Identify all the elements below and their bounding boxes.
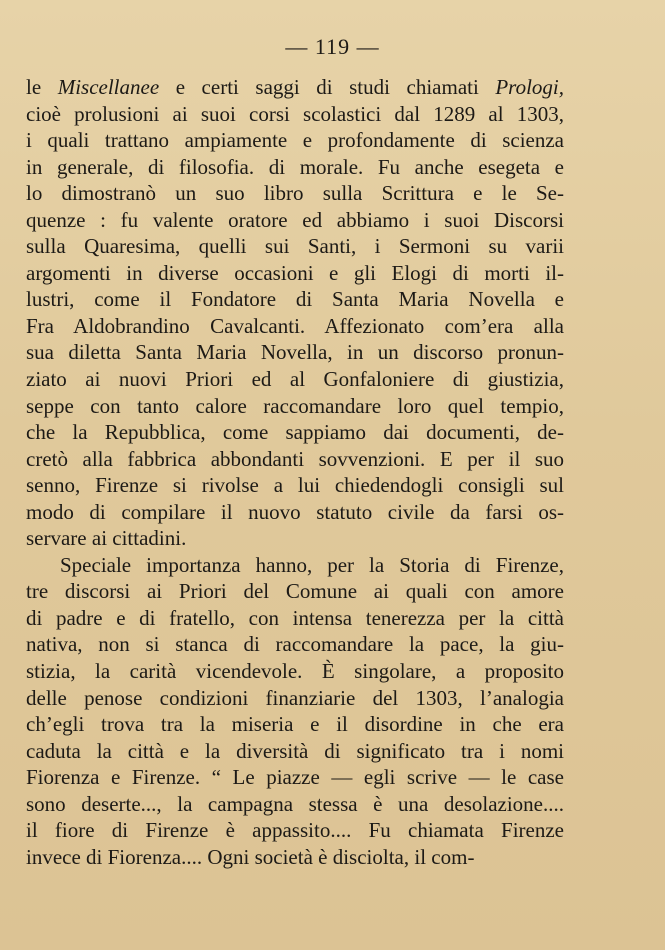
text-run: invece di Fiorenza.... Ogni società è disciolta, il com- [26, 844, 475, 869]
text-line [26, 339, 564, 366]
text-run: Fra Aldobrandino Cavalcanti. Affezionato com’era alla [26, 313, 564, 338]
text-run: i quali trattano ampiamente e profondamente di scienza [26, 128, 564, 153]
body-text [26, 74, 564, 870]
text-run: in generale, di filosofia. di morale. Fu anche esegeta e [26, 154, 564, 179]
text-run: Speciale importanza hanno, per la Storia di Firenze, [60, 552, 564, 577]
text-run: modo di compilare il nuovo statuto civile da farsi os- [26, 499, 564, 524]
text-line [26, 101, 564, 128]
text-run: ch’egli trova tra la miseria e il disordine in che era [26, 712, 564, 737]
text-run: argomenti in diverse occasioni e gli Elogi di morti il- [26, 260, 564, 285]
text-run: cioè prolusioni ai suoi corsi scolastici dal 1289 al 1303, [26, 101, 564, 126]
text-line [26, 313, 564, 340]
text-line [26, 525, 564, 552]
text-line [26, 366, 564, 393]
text-run: di padre e di fratello, con intensa tenerezza per la città [26, 605, 564, 630]
text-line [26, 685, 564, 712]
text-line [26, 844, 564, 871]
text-line [26, 817, 564, 844]
text-line [26, 154, 564, 181]
text-run: senno, Firenze si rivolse a lui chiedendogli consigli sul [26, 473, 564, 498]
text-line [26, 605, 564, 632]
page-number: — 119 — [285, 34, 380, 59]
text-run: nativa, non si stanca di raccomandare la pace, la giu- [26, 632, 564, 657]
text-run: lustri, come il Fondatore di Santa Maria Novella e [26, 287, 564, 312]
italic-title: Miscellanee [57, 75, 160, 99]
text-run: servare ai cittadini. [26, 526, 187, 551]
text-line [26, 233, 564, 260]
text-line [26, 791, 564, 818]
text-line [26, 419, 564, 446]
text-run: sua diletta Santa Maria Novella, in un discorso pronun- [26, 340, 564, 365]
text-run: sono deserte..., la campagna stessa è una desolazione.... [26, 791, 564, 816]
text-run: e certi saggi di studi chiamati [159, 75, 496, 99]
text-line [26, 446, 564, 473]
text-line [26, 472, 564, 499]
text-line [26, 207, 564, 234]
text-run: che la Repubblica, come sappiamo dai documenti, de- [26, 420, 564, 445]
text-line [26, 260, 564, 287]
text-line [26, 578, 564, 605]
text-line [26, 552, 564, 579]
text-line [26, 180, 564, 207]
text-run: il fiore di Firenze è appassito.... Fu chiamata Firenze [26, 818, 564, 843]
text-line [26, 658, 564, 685]
text-run: stizia, la carità vicendevole. È singolare, a proposito [26, 659, 564, 684]
text-line [26, 499, 564, 526]
text-run: cretò alla fabbrica abbondanti sovvenzioni. E per il suo [26, 446, 564, 471]
text-run: delle penose condizioni finanziarie del 1303, l’analogia [26, 685, 564, 710]
text-run: lo dimostranò un suo libro sulla Scrittura e le Se- [26, 181, 564, 206]
text-run: tre discorsi ai Priori del Comune ai quali con amore [26, 579, 564, 604]
text-run: ziato ai nuovi Priori ed al Gonfaloniere di giustizia, [26, 367, 564, 392]
text-run: quenze : fu valente oratore ed abbiamo i suoi Discorsi [26, 207, 564, 232]
text-run: sulla Quaresima, quelli sui Santi, i Sermoni su varii [26, 234, 564, 259]
text-line [26, 393, 564, 420]
italic-title: Prologi, [495, 75, 564, 99]
text-line [26, 286, 564, 313]
text-line [26, 631, 564, 658]
text-run: le [26, 75, 58, 99]
text-line [26, 764, 564, 791]
text-line [26, 74, 564, 101]
text-run: Fiorenza e Firenze. “ Le piazze — egli scrive — le case [26, 765, 564, 790]
text-line [26, 127, 564, 154]
text-line [26, 738, 564, 765]
text-run: caduta la città e la diversità di significato tra i nomi [26, 738, 564, 763]
text-run: seppe con tanto calore raccomandare loro quel tempio, [26, 393, 564, 418]
text-line [26, 711, 564, 738]
